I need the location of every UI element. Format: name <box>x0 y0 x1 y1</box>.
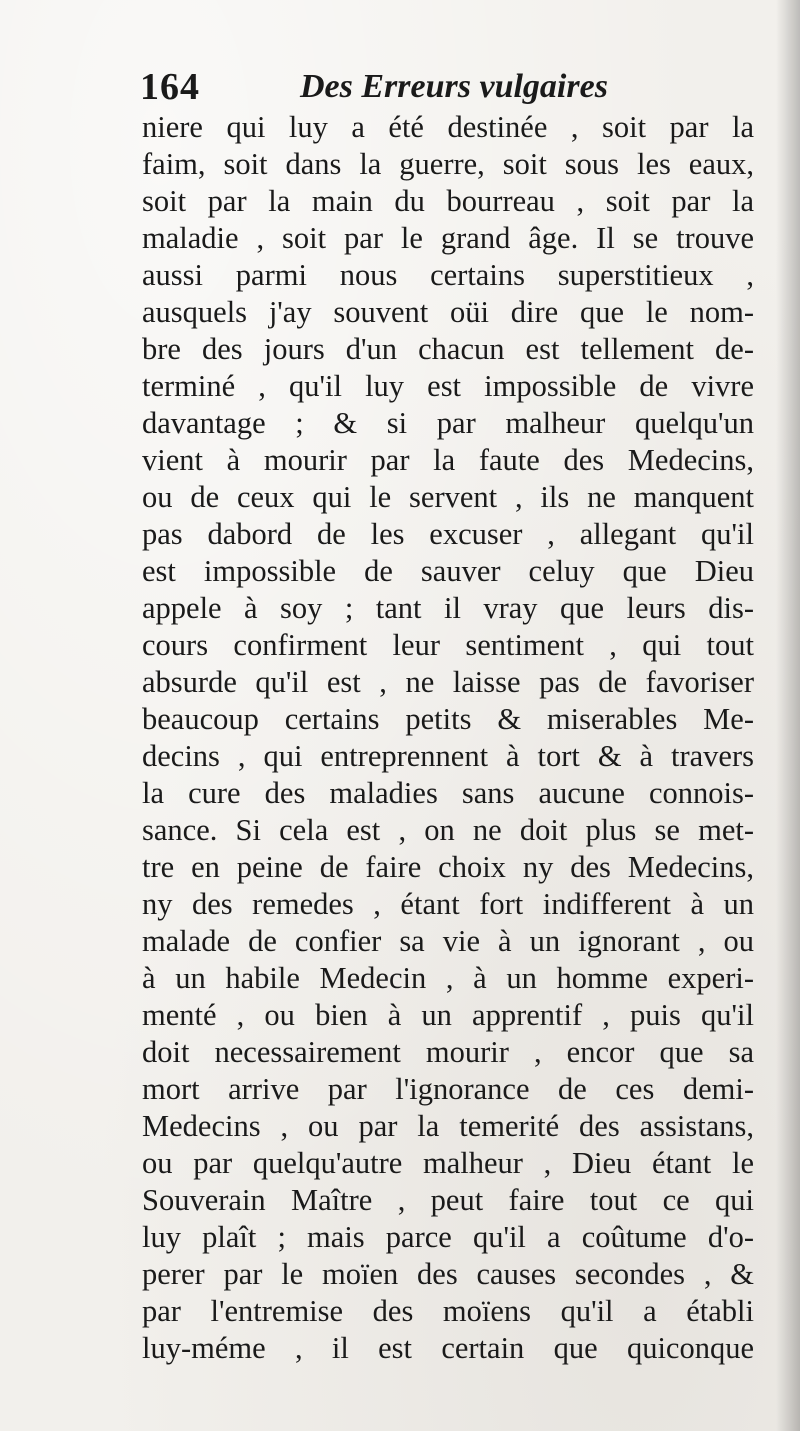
text-line: soit par la main du bourreau , soit par la <box>142 184 754 218</box>
text-line: Souverain Maître , peut faire tout ce qui <box>142 1183 754 1217</box>
text-line: perer par le moïen des causes secondes , & <box>142 1257 754 1291</box>
text-line: sance. Si cela est , on ne doit plus se met- <box>142 813 754 847</box>
text-line: davantage ; & si par malheur quelqu'un <box>142 406 754 440</box>
text-line: à un habile Medecin , à un homme experi- <box>142 961 754 995</box>
text-line: mort arrive par l'ignorance de ces demi- <box>142 1072 754 1106</box>
text-line: pas dabord de les excuser , allegant qu'il <box>142 517 754 551</box>
text-line: terminé , qu'il luy est impossible de vivre <box>142 369 754 403</box>
text-line: appele à soy ; tant il vray que leurs dis- <box>142 591 754 625</box>
text-line: niere qui luy a été destinée , soit par la <box>142 110 754 144</box>
text-line: luy plaît ; mais parce qu'il a coûtume d'o- <box>142 1220 754 1254</box>
text-line: est impossible de sauver celuy que Dieu <box>142 554 754 588</box>
text-line: par l'entremise des moïens qu'il a établi <box>142 1294 754 1328</box>
text-line: ou de ceux qui le servent , ils ne manquent <box>142 480 754 514</box>
text-line: cours confirment leur sentiment , qui tout <box>142 628 754 662</box>
text-line: maladie , soit par le grand âge. Il se trouve <box>142 221 754 255</box>
text-line: la cure des maladies sans aucune connois- <box>142 776 754 810</box>
body-text <box>142 109 754 1367</box>
page-header <box>140 62 760 112</box>
text-line: doit necessairement mourir , encor que sa <box>142 1035 754 1069</box>
text-line: bre des jours d'un chacun est tellement de- <box>142 332 754 366</box>
page-gutter-shadow <box>776 0 800 1431</box>
text-line: beaucoup certains petits & miserables Me- <box>142 702 754 736</box>
text-line: aussi parmi nous certains superstitieux , <box>142 258 754 292</box>
text-line: menté , ou bien à un apprentif , puis qu'il <box>142 998 754 1032</box>
text-line: ou par quelqu'autre malheur , Dieu étant le <box>142 1146 754 1180</box>
text-line: malade de confier sa vie à un ignorant , ou <box>142 924 754 958</box>
running-title: Des Erreurs vulgaires <box>300 68 608 105</box>
text-line: decins , qui entreprennent à tort & à travers <box>142 739 754 773</box>
text-line: ny des remedes , étant fort indifferent à un <box>142 887 754 921</box>
text-line: faim, soit dans la guerre, soit sous les eaux, <box>142 147 754 181</box>
text-line: vient à mourir par la faute des Medecins, <box>142 443 754 477</box>
page-number: 164 <box>140 66 200 108</box>
text-line: Medecins , ou par la temerité des assistans, <box>142 1109 754 1143</box>
text-line: luy-méme , il est certain que quiconque <box>142 1331 754 1365</box>
text-line: ausquels j'ay souvent oüi dire que le nom- <box>142 295 754 329</box>
text-line: tre en peine de faire choix ny des Medecins, <box>142 850 754 884</box>
text-line: absurde qu'il est , ne laisse pas de favoriser <box>142 665 754 699</box>
